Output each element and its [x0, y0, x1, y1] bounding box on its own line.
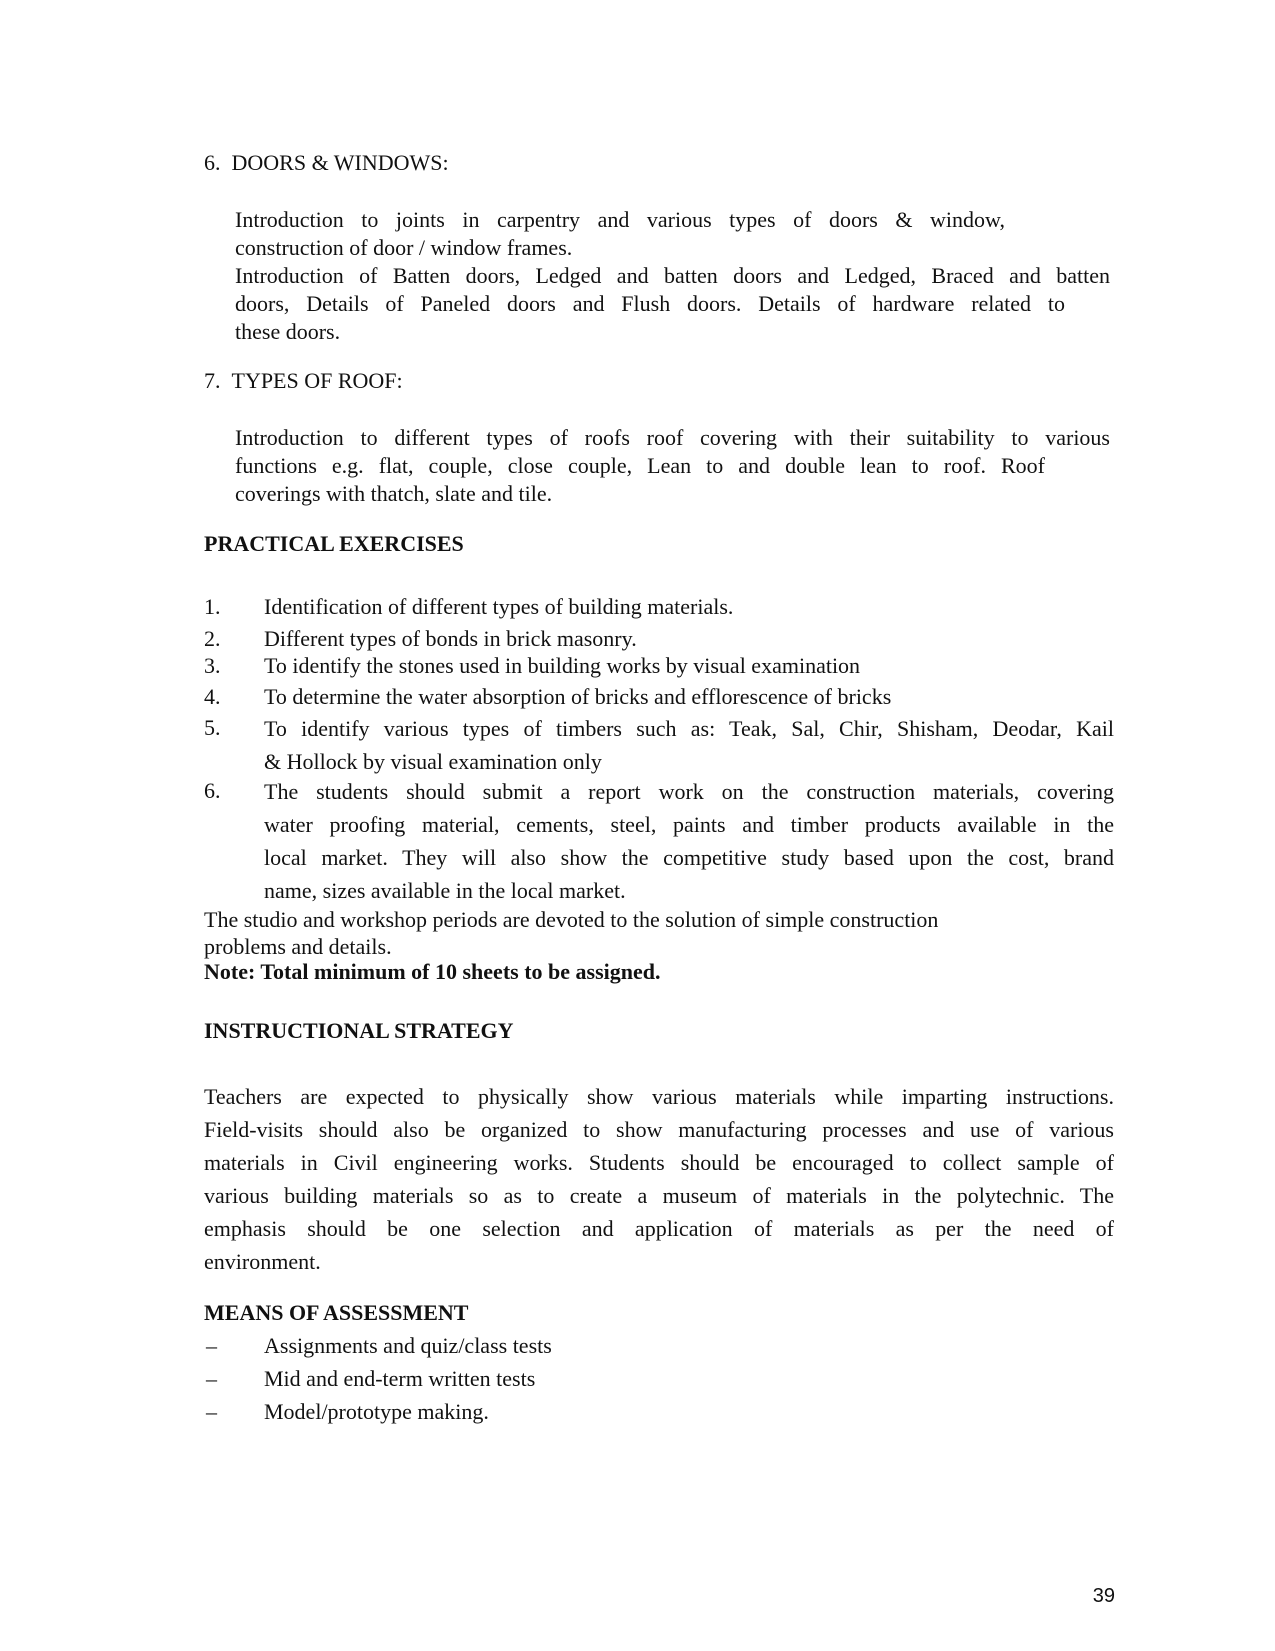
strategy-line: Field-visits should also be organized to show manufacturing processes and use of various — [204, 1117, 1114, 1142]
section-6-line: Introduction of Batten doors, Ledged and batten doors and Ledged, Braced and batten — [235, 263, 1110, 288]
section-6-heading — [204, 150, 449, 176]
list-item-line: name, sizes available in the local market. — [264, 878, 626, 903]
section-7-line: coverings with thatch, slate and tile. — [235, 481, 553, 506]
list-item-text — [264, 712, 1114, 778]
assessment-item: Mid and end-term written tests — [264, 1366, 536, 1391]
list-item-line: local market. They will also show the competitive study based upon the cost, brand — [264, 845, 1114, 870]
section-7-number: 7. — [204, 368, 221, 393]
list-item-line: & Hollock by visual examination only — [264, 749, 602, 774]
assessment-item: Assignments and quiz/class tests — [264, 1333, 552, 1358]
strategy-line: various building materials so as to create a museum of materials in the polytechnic. The — [204, 1183, 1114, 1208]
strategy-line: environment. — [204, 1249, 321, 1274]
page-number: 39 — [1092, 1585, 1115, 1607]
section-6-line: construction of door / window frames. — [235, 235, 573, 260]
section-7-body — [235, 424, 1115, 508]
list-item-text: To identify the stones used in building works by visual examination — [264, 653, 861, 678]
list-item-number: 4. — [204, 684, 221, 709]
studio-line: problems and details. — [204, 934, 392, 959]
instructional-strategy-body — [204, 1080, 1114, 1278]
list-item-number: 5. — [204, 715, 221, 740]
section-6-title: DOORS & WINDOWS: — [231, 150, 449, 175]
list-item-number: 2. — [204, 626, 221, 651]
section-7-line: functions e.g. flat, couple, close couple, Lean to and double lean to roof. Roof — [235, 453, 1045, 478]
section-7-line: Introduction to different types of roofs roof covering with their suitability to various — [235, 425, 1110, 450]
strategy-line: materials in Civil engineering works. Students should be encouraged to collect sample of — [204, 1150, 1114, 1175]
section-6-number: 6. — [204, 150, 221, 175]
bullet-dash: – — [206, 1366, 217, 1391]
list-item-text: Different types of bonds in brick masonry. — [264, 626, 637, 651]
practical-exercises-heading: PRACTICAL EXERCISES — [204, 531, 464, 556]
section-6-body — [235, 206, 1115, 346]
section-6-line: Introduction to joints in carpentry and various types of doors & window, — [235, 207, 1005, 232]
section-6-line: these doors. — [235, 319, 341, 344]
list-item-text: Identification of different types of building materials. — [264, 594, 734, 619]
section-7-title: TYPES OF ROOF: — [231, 368, 403, 393]
studio-paragraph — [204, 906, 938, 960]
list-item-number: 3. — [204, 653, 221, 678]
section-7-heading — [204, 368, 403, 394]
bullet-dash: – — [206, 1333, 217, 1358]
strategy-line: emphasis should be one selection and application of materials as per the need of — [204, 1216, 1114, 1241]
list-item-number: 6. — [204, 778, 221, 803]
list-item-line: water proofing material, cements, steel, paints and timber products available in the — [264, 812, 1114, 837]
means-of-assessment-heading: MEANS OF ASSESSMENT — [204, 1300, 469, 1325]
section-6-line: doors, Details of Paneled doors and Flush doors. Details of hardware related to — [235, 291, 1065, 316]
note-text: Note: Total minimum of 10 sheets to be assigned. — [204, 959, 661, 984]
list-item-line: To identify various types of timbers such as: Teak, Sal, Chir, Shisham, Deodar, Kail — [264, 716, 1114, 741]
instructional-strategy-heading: INSTRUCTIONAL STRATEGY — [204, 1018, 514, 1043]
bullet-dash: – — [206, 1399, 217, 1424]
strategy-line: Teachers are expected to physically show various materials while imparting instructions. — [204, 1084, 1114, 1109]
list-item-number: 1. — [204, 594, 221, 619]
list-item-text: To determine the water absorption of bricks and efflorescence of bricks — [264, 684, 892, 709]
list-item-text — [264, 775, 1114, 907]
assessment-item: Model/prototype making. — [264, 1399, 489, 1424]
studio-line: The studio and workshop periods are devoted to the solution of simple construction — [204, 907, 939, 932]
list-item-line: The students should submit a report work on the construction materials, covering — [264, 779, 1114, 804]
